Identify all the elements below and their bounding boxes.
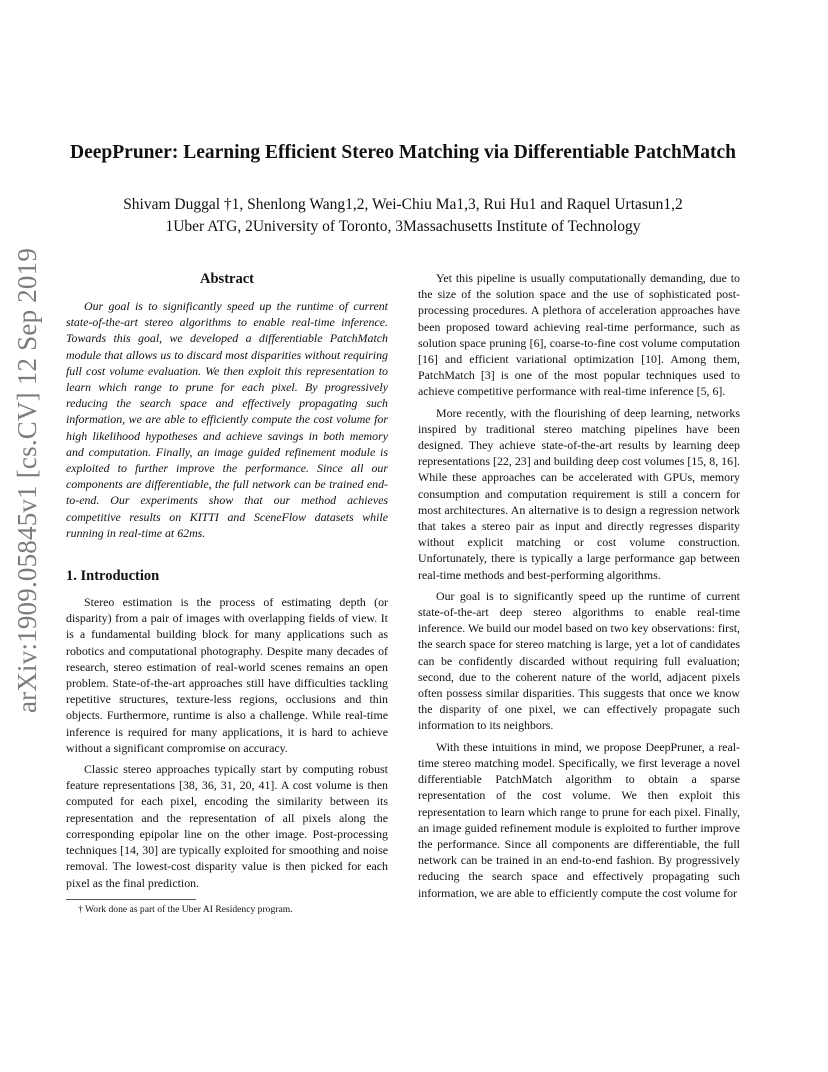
arxiv-identifier[interactable]: arXiv:1909.05845v1 [cs.CV] 12 Sep 2019: [12, 247, 43, 713]
right-paragraph-1: Yet this pipeline is usually computationally demanding, due to the size of the solution space and the use of sophisticated post-processing procedures. A plethora of acceleration approaches have been proposed toward achieving real-time performance, such as solution space pruning [6], coarse-to-fine cost volume computation [16] and efficient variational optimization [10]. Among them, PatchMatch [3] is one of the most popular techniques used to achieve competitive performance with real-time inference [5, 6].: [418, 271, 740, 399]
left-column: [66, 270, 388, 916]
affiliations: 1Uber ATG, 2University of Toronto, 3Massachusetts Institute of Technology: [165, 218, 641, 235]
intro-paragraph-1: Stereo estimation is the process of estimating depth (or disparity) from a pair of images with overlapping fields of view. It is a fundamental building block for many applications such as robotics and computational photography. Despite many decades of research, stereo estimation of real-world scenes remains an open problem. State-of-the-art approaches still have difficulties tackling repetitive structures, texture-less regions, occlusions and thin objects. Furthermore, runtime is also a challenge. While real-time inference is required for many applications, it is hard to achieve without a significant compromise on accuracy.: [66, 595, 388, 755]
footnote: † Work done as part of the Uber AI Residency program.: [78, 903, 293, 915]
right-column: [418, 270, 740, 906]
right-paragraph-4: With these intuitions in mind, we propose DeepPruner, a real-time stereo matching model. Specifically, we first leverage a novel differentiable PatchMatch algorithm to obtain a sparse representation of the cost volume. We then exploit this representation to learn which range to prune for each pixel. Finally, an image guided refinement module is exploited to further improve the performance. Since all components are differentiable, the full network can be trained in an end-to-end fashion. By progressively reducing the search space and effectively propagating such information, we are able to efficiently compute the cost volume for: [418, 739, 740, 900]
author-list: Shivam Duggal †1, Shenlong Wang1,2, Wei-Chiu Ma1,3, Rui Hu1 and Raquel Urtasun1,2: [123, 196, 683, 213]
paper-title: DeepPruner: Learning Efficient Stereo Matching via Differentiable PatchMatch: [70, 142, 736, 163]
footnote-rule: [66, 899, 196, 900]
abstract-text: Our goal is to significantly speed up the runtime of current state-of-the-art stereo algorithms to enable real-time inference. Towards this goal, we developed a differentiable PatchMatch module that allows us to discard most disparities without requiring full cost volume evaluation. We then exploit this representation to learn which range to prune for each pixel. By progressively reducing the search space and effectively propagating such information, we are able to efficiently compute the cost volume for high likelihood hypotheses and achieve savings in both memory and computation. Finally, an image guided refinement module is exploited to further improve the performance. Since all our components are differentiable, the full network can be trained end-to-end. Our experiments show that our method achieves competitive results on KITTI and SceneFlow datasets while running in real-time at 62ms.: [66, 299, 388, 540]
right-paragraph-3: Our goal is to significantly speed up the runtime of current state-of-the-art deep stereo algorithms to enable real-time inference. We build our model based on two key observations: first, the search space for stereo matching is large, yet a lot of candidates can be confidently discarded without requiring full evaluation; second, due to the coherent nature of the world, adjacent pixels often possess similar disparities. This suggests that once we know the disparity of one pixel, we can effectively propagate such information to its neighbors.: [418, 588, 740, 733]
intro-heading: 1. Introduction: [66, 568, 160, 585]
arxiv-sidebar: [8, 247, 48, 713]
right-paragraph-2: More recently, with the flourishing of deep learning, networks inspired by traditional stereo matching pipelines have been designed. They achieve state-of-the-art results by learning deep representations [22, 23] and building deep cost volumes [15, 8, 16]. While these approaches can be accelerated with GPUs, memory consumption and computation requirement is still a concern for most architectures. An alternative is to design a regression network that takes a stereo pair as input and directly regresses disparity without explicit matching or cost volume construction. Unfortunately, there is typically a large performance gap between real-time methods and best-performing algorithms.: [418, 405, 740, 582]
abstract-heading: Abstract: [200, 271, 254, 287]
author-block: [0, 194, 806, 238]
intro-paragraph-2: Classic stereo approaches typically start by computing robust feature representations [38, 36, 31, 20, 41]. A cost volume is then computed for each pixel, encoding the similarity between its representation and the representation of all pixels along the corresponding epipolar line on the other image. Post-processing techniques [14, 30] are typically exploited for smoothing and noise removal. The lowest-cost disparity value is then picked for each pixel as the final prediction.: [66, 762, 388, 890]
